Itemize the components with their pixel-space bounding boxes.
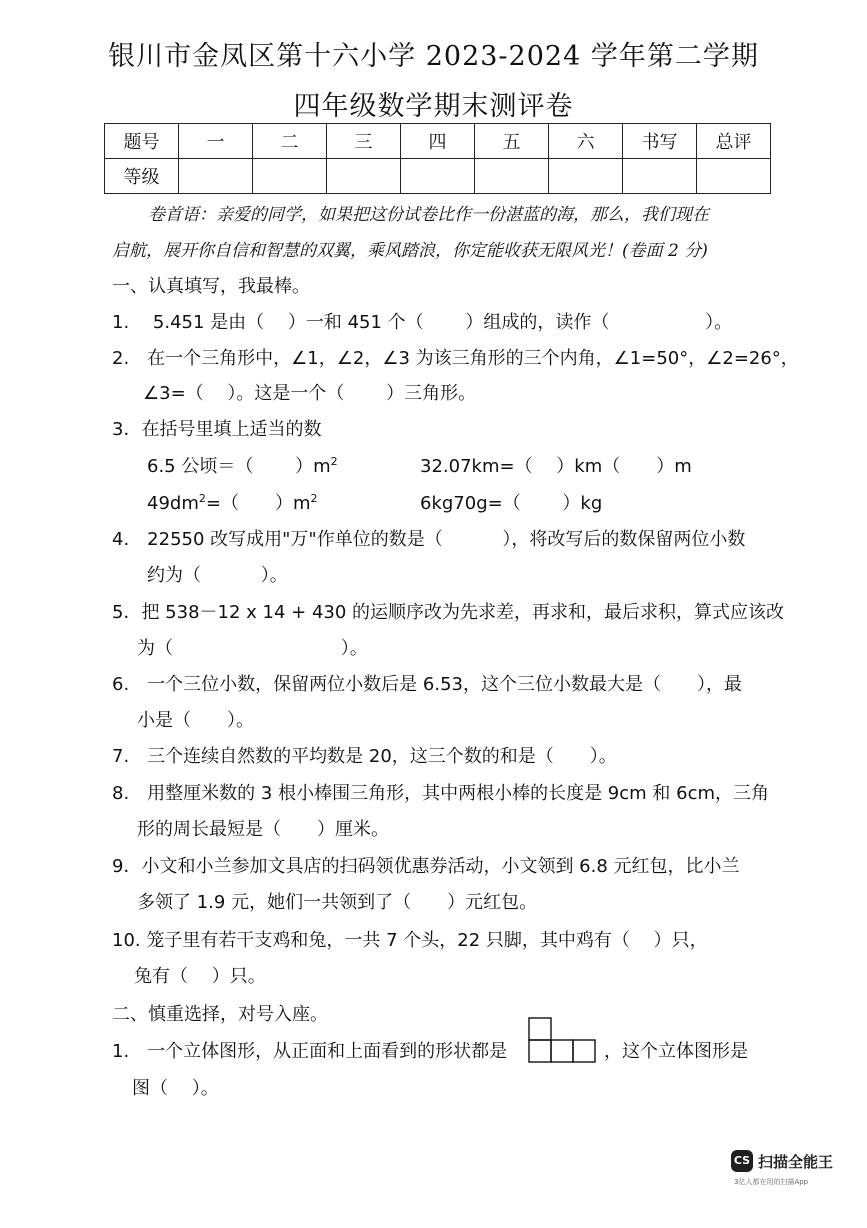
question-9-line-2: 多领了 1.9 元，她们一共领到了（ ）元红包。 <box>137 892 538 913</box>
intro-line-2: 启航，展开你自信和智慧的双翼，乘风踏浪，你定能收获无限风光！(卷面 2 分) <box>112 241 708 261</box>
figure-bottom-square-3 <box>573 1040 595 1062</box>
question-4-line-1: 4. 22550 改写成用"万"作单位的数是（ ），将改写后的数保留两位小数 <box>112 529 746 550</box>
question-2-line-1: 2. 在一个三角形中，∠1，∠2，∠3 为该三角形的三个内角，∠1=50°，∠2=26°， <box>112 348 799 369</box>
score-cell <box>475 159 549 194</box>
question-5-line-1: 5．把 538－12 x 14 + 430 的运顺序改为先求差，再求和，最后求积，算式应该改 <box>112 602 785 623</box>
question-6-line-2: 小是（ ）。 <box>137 710 254 731</box>
question-10-line-2: 兔有（ ）只。 <box>134 966 266 987</box>
watermark-name: 扫描全能王 <box>758 1153 834 1171</box>
question-8-line-1: 8. 用整厘米数的 3 根小棒围三角形，其中两根小棒的长度是 9cm 和 6cm，三角 <box>112 783 769 804</box>
score-cell <box>179 159 253 194</box>
question-3-item-c: $49dm^2=$（ ）$m^2$ <box>147 492 318 514</box>
score-header-cell: 书写 <box>623 124 697 159</box>
question-1: 1. 5.451 是由（ ）一和 451 个（ ）组成的，读作（ ）。 <box>112 312 733 333</box>
question-10-line-1: 10. 笼子里有若干支鸡和兔，一共 7 个头，22 只脚，其中鸡有（ ）只， <box>112 930 708 951</box>
question-6-line-1: 6. 一个三位小数，保留两位小数后是 6.53，这个三位小数最大是（ ），最 <box>112 674 742 695</box>
score-header-cell: 五 <box>475 124 549 159</box>
camscanner-watermark <box>731 1150 851 1220</box>
camscanner-logo-icon: CS <box>731 1150 753 1172</box>
score-header-cell: 一 <box>179 124 253 159</box>
question-8-line-2: 形的周长最短是（ ）厘米。 <box>137 819 389 840</box>
score-header-cell: 六 <box>549 124 623 159</box>
section1-heading: 一、认真填写，我最棒。 <box>112 276 310 297</box>
score-cell <box>327 159 401 194</box>
figure-bottom-square-1 <box>529 1040 551 1062</box>
score-cell <box>549 159 623 194</box>
score-cell <box>401 159 475 194</box>
score-table <box>104 123 771 194</box>
score-cell <box>623 159 697 194</box>
watermark-tagline: 3亿人都在用的扫描App <box>734 1178 809 1186</box>
question-3: 3．在括号里填上适当的数 <box>112 419 322 440</box>
intro-line-1: 卷首语：亲爱的同学，如果把这份试卷比作一份湛蓝的海，那么，我们现在 <box>148 205 709 225</box>
score-cell <box>697 159 771 194</box>
score-header-cell: 题号 <box>105 124 179 159</box>
figure-bottom-square-2 <box>551 1040 573 1062</box>
score-header-cell: 二 <box>253 124 327 159</box>
exam-title-school: 银川市金凤区第十六小学 2023-2024 学年第二学期 <box>108 41 759 72</box>
figure-top-square <box>529 1018 551 1040</box>
score-cell <box>253 159 327 194</box>
score-header-cell: 三 <box>327 124 401 159</box>
question-5-line-2: 为（ ）。 <box>137 638 368 659</box>
score-header-cell: 四 <box>401 124 475 159</box>
question-3-item-d: 6kg70g=（ ）kg <box>420 493 603 514</box>
question-4-line-2: 约为（ ）。 <box>147 565 288 586</box>
section2-question-1-right: ，这个立体图形是 <box>604 1041 748 1062</box>
question-2-line-2: ∠3=（ ）。这是一个（ ）三角形。 <box>143 383 477 404</box>
question-3-item-a: 6.5 公顷＝（ ）$m^2$ <box>147 455 338 477</box>
score-table-grade-row <box>105 159 771 194</box>
section2-heading: 二、慎重选择，对号入座。 <box>112 1004 328 1025</box>
score-table-header-row <box>105 124 771 159</box>
view-shape-figure <box>528 1017 596 1063</box>
question-9-line-1: 9．小文和小兰参加文具店的扫码领优惠券活动，小文领到 6.8 元红包，比小兰 <box>112 856 740 877</box>
exam-title-subject: 四年级数学期末测评卷 <box>293 91 574 122</box>
question-7: 7. 三个连续自然数的平均数是 20，这三个数的和是（ ）。 <box>112 746 617 767</box>
score-row-label: 等级 <box>105 159 179 194</box>
section2-question-1-left: 1. 一个立体图形，从正面和上面看到的形状都是 <box>112 1041 508 1062</box>
section2-question-1-line-2: 图（ ）。 <box>132 1078 219 1099</box>
question-3-item-b: 32.07km=（ ）km（ ）m <box>420 456 692 477</box>
score-header-cell: 总评 <box>697 124 771 159</box>
